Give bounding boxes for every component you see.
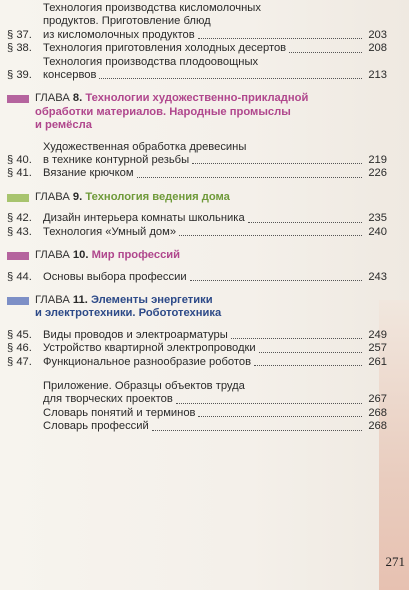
section-number: § 37. xyxy=(7,28,32,41)
chapter-line xyxy=(35,119,308,132)
title-text: продуктов. Приготовление блюд xyxy=(43,15,211,28)
chapter-heading xyxy=(7,191,387,204)
dot-leader xyxy=(176,402,362,404)
toc-entry xyxy=(7,329,387,342)
title-line xyxy=(43,329,387,342)
chapter-label xyxy=(35,294,221,321)
toc-entry xyxy=(7,342,387,355)
dot-leader xyxy=(254,364,362,366)
title-line xyxy=(43,69,387,82)
dot-leader xyxy=(99,77,362,79)
title-line xyxy=(43,2,387,15)
page-ref: 240 xyxy=(368,225,387,238)
chapter-number: 10. xyxy=(72,249,89,262)
section-title xyxy=(43,329,387,342)
section-number: § 43. xyxy=(7,225,32,238)
dot-leader xyxy=(137,176,362,178)
toc-entry xyxy=(7,2,387,42)
title-line xyxy=(43,42,387,55)
section-title xyxy=(43,342,387,355)
section-title xyxy=(43,380,387,407)
page-ref: 268 xyxy=(368,420,387,433)
dot-leader xyxy=(179,234,362,236)
title-line xyxy=(43,393,387,406)
title-text: Технология производства кисломолочных xyxy=(43,2,261,14)
page-ref: 243 xyxy=(368,270,387,283)
chapter-title: Мир профессий xyxy=(91,249,181,262)
chapter-title: обработки материалов. Народные промыслы xyxy=(35,105,291,118)
table-of-contents xyxy=(7,2,387,434)
section-title xyxy=(43,42,387,55)
toc-entry xyxy=(7,420,387,433)
page-ref: 261 xyxy=(368,355,387,368)
section-number: § 47. xyxy=(7,355,32,368)
chapter-heading xyxy=(7,249,387,262)
chapter-line xyxy=(35,307,221,320)
toc-entry xyxy=(7,167,387,180)
title-text: Дизайн интерьера комнаты школьника xyxy=(43,212,245,225)
title-line xyxy=(43,271,387,284)
title-line xyxy=(43,167,387,180)
title-line xyxy=(43,380,387,393)
section-number: § 42. xyxy=(7,212,32,225)
chapter-label xyxy=(35,191,230,204)
section-number: § 44. xyxy=(7,270,32,283)
section-number: § 39. xyxy=(7,69,32,82)
dot-leader xyxy=(152,429,362,431)
chapter-line xyxy=(35,249,180,262)
title-line xyxy=(43,356,387,369)
page-ref: 203 xyxy=(368,28,387,41)
page-ref: 219 xyxy=(368,154,387,167)
section-title xyxy=(43,56,387,83)
chapter-prefix: ГЛАВА xyxy=(35,190,70,203)
toc-entry xyxy=(7,380,387,407)
title-text: Технология «Умный дом» xyxy=(43,225,177,238)
chapter-title: и электротехники. Робототехника xyxy=(35,307,222,320)
page-ref: 208 xyxy=(368,42,387,55)
chapter-marker xyxy=(7,95,29,103)
title-text: Вязание крючком xyxy=(43,167,134,180)
title-line xyxy=(43,212,387,225)
page-ref: 213 xyxy=(368,69,387,82)
dot-leader xyxy=(198,37,362,39)
section-number: § 41. xyxy=(7,167,32,180)
section-title xyxy=(43,141,387,168)
title-line xyxy=(43,15,387,28)
title-line xyxy=(43,141,387,154)
title-text: в технике контурной резьбы xyxy=(43,154,190,167)
toc-entry xyxy=(7,212,387,225)
title-text: Художественная обработка древесины xyxy=(43,140,247,153)
chapter-title: и ремёсла xyxy=(35,119,92,132)
section-title xyxy=(43,226,387,239)
section-title xyxy=(43,420,387,433)
chapter-title: Технология ведения дома xyxy=(85,190,230,203)
dot-leader xyxy=(248,221,362,223)
title-text: Словарь профессий xyxy=(43,420,149,433)
chapter-title: Элементы энергетики xyxy=(90,293,213,306)
appendix-section xyxy=(7,380,387,434)
title-text: Устройство квартирной электропроводки xyxy=(43,342,256,355)
page-ref: 226 xyxy=(368,167,387,180)
dot-leader xyxy=(192,162,362,164)
page-ref: 235 xyxy=(368,212,387,225)
section-title xyxy=(43,2,387,42)
section-number: § 38. xyxy=(7,42,32,55)
title-text: Технология приготовления холодных десертов xyxy=(43,42,287,55)
title-text: консервов xyxy=(43,69,97,82)
dot-leader xyxy=(190,279,362,281)
toc-entry xyxy=(7,356,387,369)
chapter-number: 9. xyxy=(72,190,83,203)
dot-leader xyxy=(198,415,362,417)
toc-entry xyxy=(7,56,387,83)
chapter-heading xyxy=(7,294,387,321)
chapter-prefix: ГЛАВА xyxy=(35,249,70,262)
title-text: Виды проводов и электроарматуры xyxy=(43,328,228,341)
page-ref: 249 xyxy=(368,328,387,341)
title-line xyxy=(43,420,387,433)
chapter-label xyxy=(35,249,180,262)
toc-entry xyxy=(7,42,387,55)
chapter-marker xyxy=(7,252,29,260)
section-title xyxy=(43,271,387,284)
title-line xyxy=(43,29,387,42)
dot-leader xyxy=(259,351,362,353)
page-ref: 267 xyxy=(368,393,387,406)
toc-entry xyxy=(7,226,387,239)
section-number: § 45. xyxy=(7,328,32,341)
title-line xyxy=(43,226,387,239)
toc-entry xyxy=(7,271,387,284)
title-text: Технология производства плодоовощных xyxy=(43,55,259,68)
chapter-label xyxy=(35,92,308,132)
section-title xyxy=(43,356,387,369)
title-text: Основы выбора профессии xyxy=(43,270,187,283)
title-text: для творческих проектов xyxy=(43,393,173,406)
chapter-line xyxy=(35,191,230,204)
section-title xyxy=(43,407,387,420)
chapter-marker xyxy=(7,194,29,202)
toc-entry xyxy=(7,407,387,420)
section-number: § 46. xyxy=(7,342,32,355)
title-text: Функциональное разнообразие роботов xyxy=(43,355,252,368)
chapter-heading xyxy=(7,92,387,132)
title-text: Приложение. Образцы объектов труда xyxy=(43,379,245,392)
chapter-marker xyxy=(7,297,29,305)
title-line xyxy=(43,56,387,69)
dot-leader xyxy=(231,337,362,339)
chapter-prefix: ГЛАВА xyxy=(35,92,70,105)
chapter-line xyxy=(35,92,308,105)
chapter-number: 8. xyxy=(72,92,83,105)
page-ref: 268 xyxy=(368,406,387,419)
title-line xyxy=(43,154,387,167)
chapter-number: 11. xyxy=(72,293,88,306)
page-ref: 257 xyxy=(368,342,387,355)
section-title xyxy=(43,167,387,180)
section-title xyxy=(43,212,387,225)
page-number: 271 xyxy=(385,554,405,569)
chapter-prefix: ГЛАВА xyxy=(35,293,70,306)
chapter-line xyxy=(35,294,221,307)
title-text: из кисломолочных продуктов xyxy=(43,28,195,41)
section-number: § 40. xyxy=(7,154,32,167)
title-line xyxy=(43,407,387,420)
title-text: Словарь понятий и терминов xyxy=(43,406,196,419)
dot-leader xyxy=(289,51,362,53)
chapter-line xyxy=(35,106,308,119)
toc-entry xyxy=(7,141,387,168)
title-line xyxy=(43,342,387,355)
chapter-title: Технологии художественно-прикладной xyxy=(85,92,309,105)
